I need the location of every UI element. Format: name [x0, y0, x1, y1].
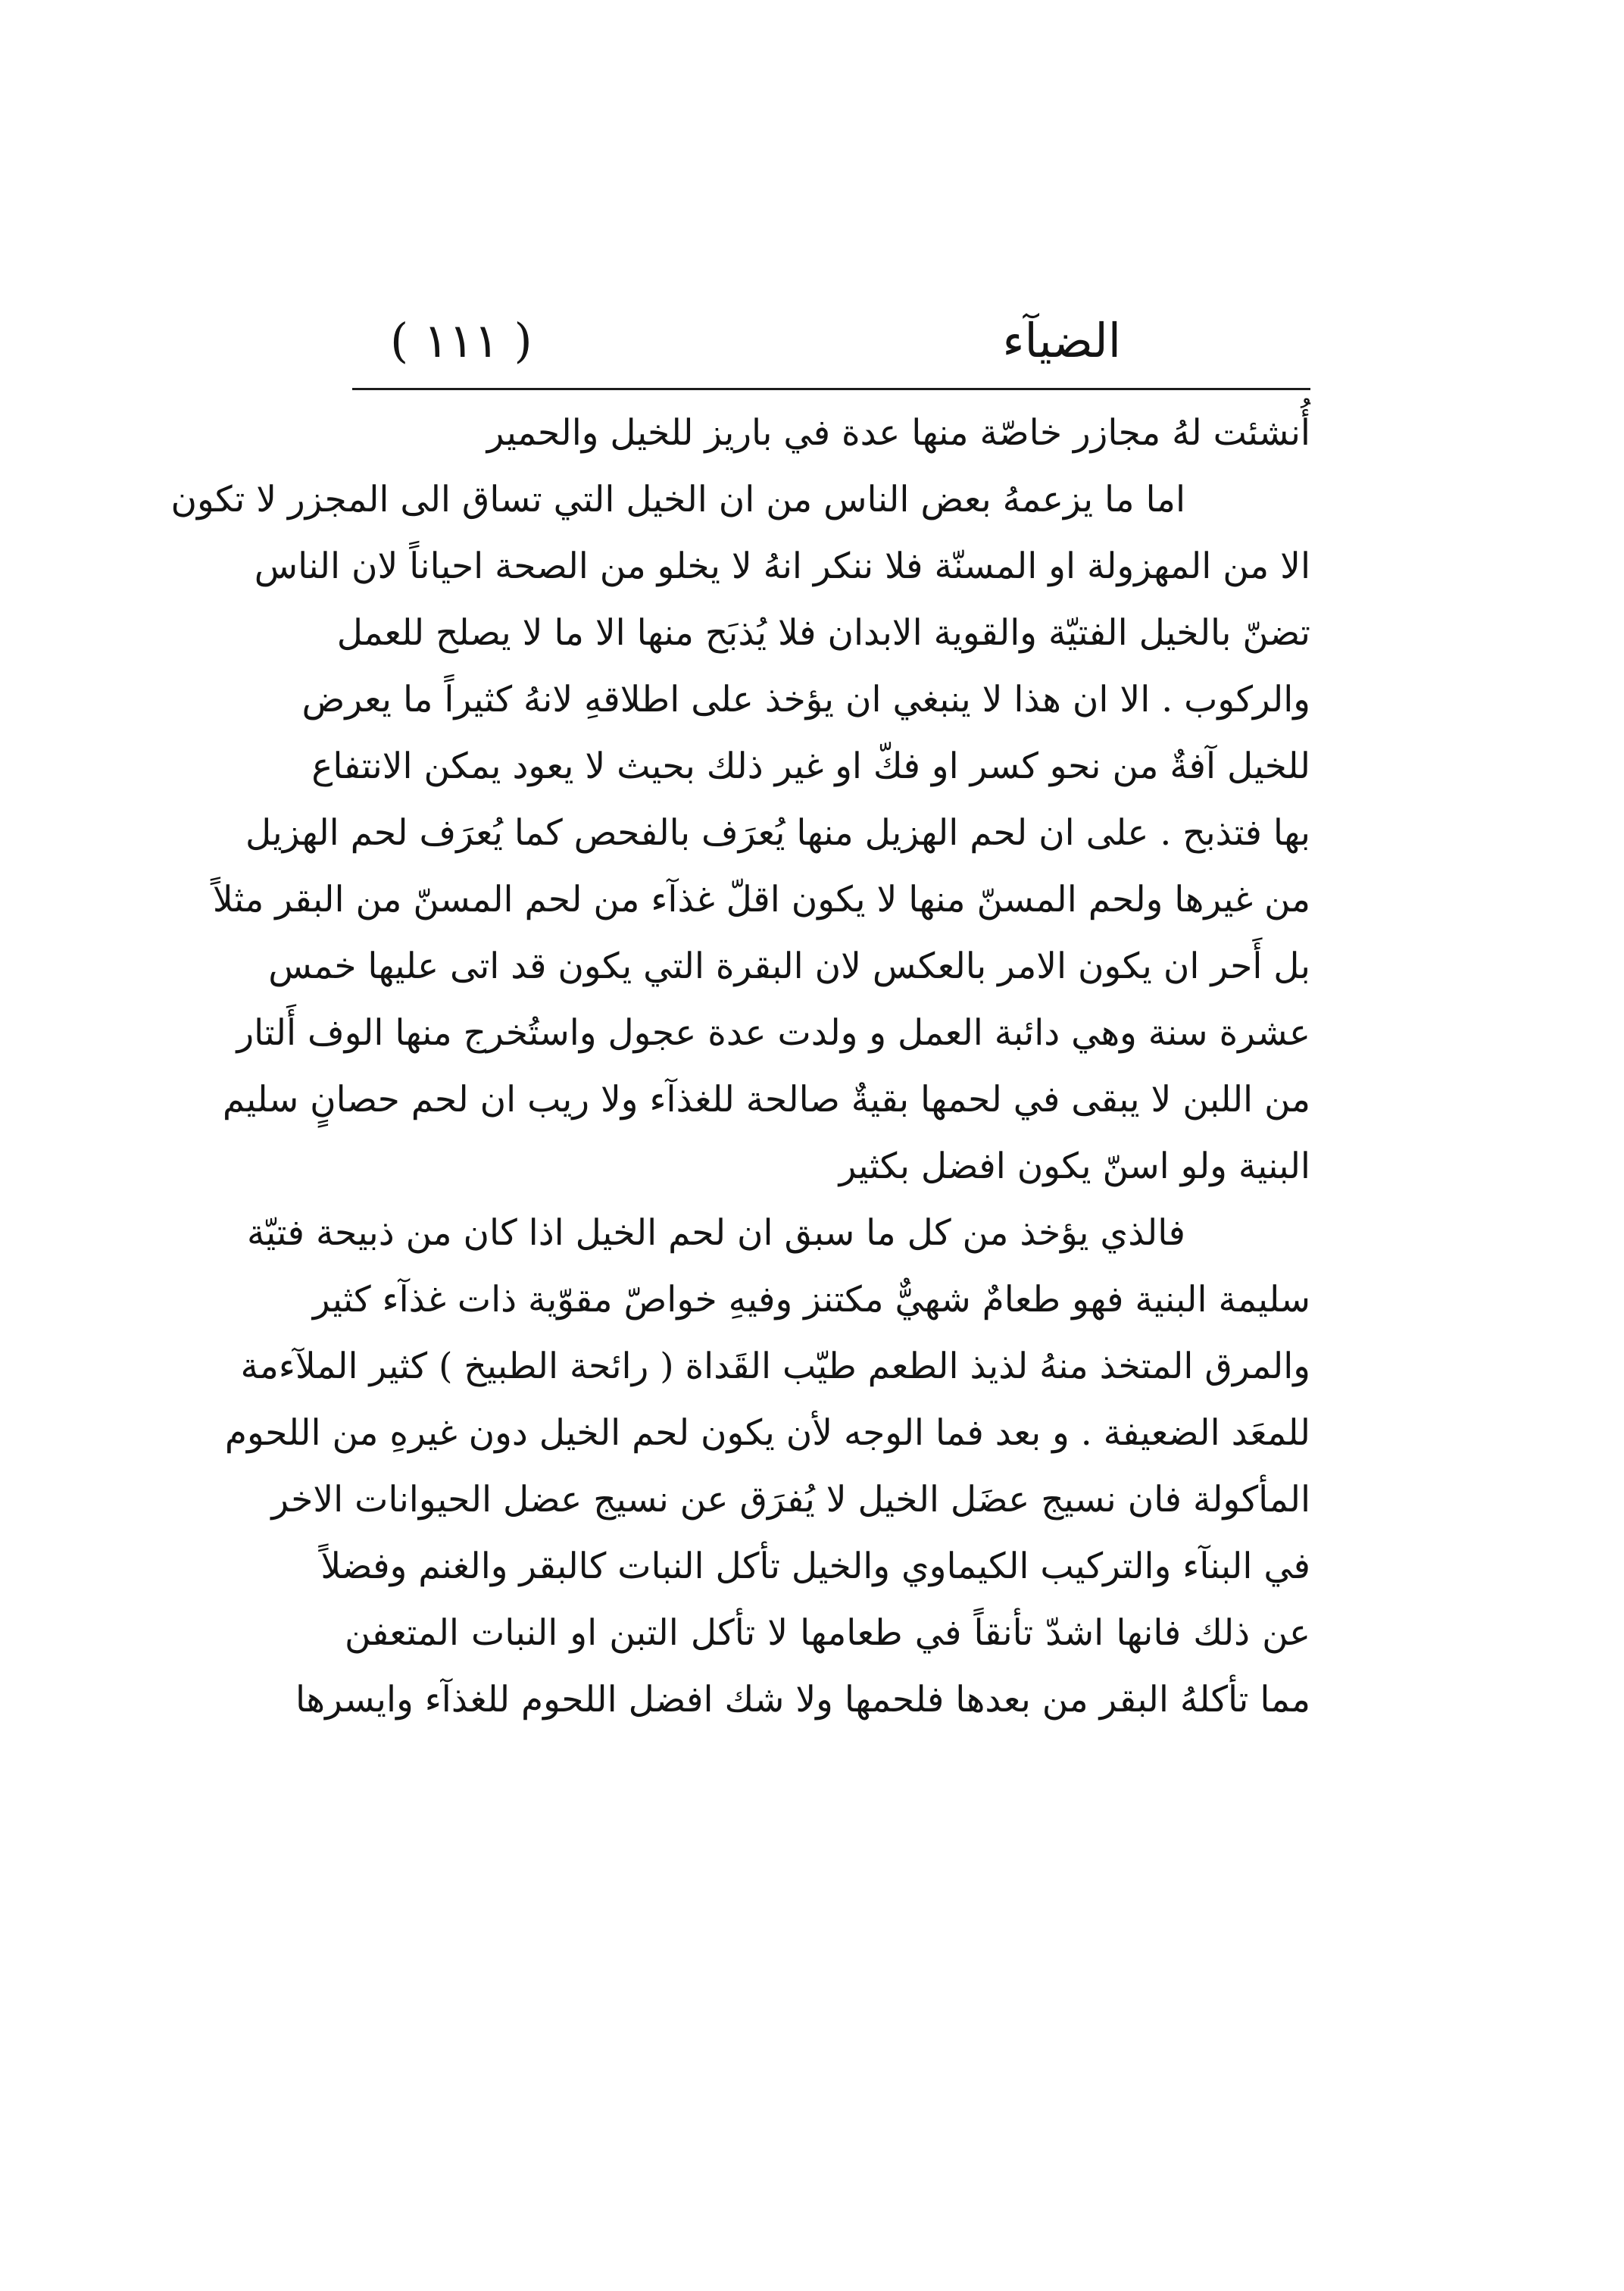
text-line: سليمة البنية فهو طعامٌ شهيٌّ مكتنز وفيهِ خواصّ مقوّية ذات غذآء كثير — [312, 1279, 1310, 1321]
text-line: بل أَحر ان يكون الامر بالعكس لان البقرة التي يكون قد اتى عليها خمس — [268, 945, 1310, 987]
text-line: بها فتذبح . على ان لحم الهزيل منها يُعرَف بالفحص كما يُعرَف لحم الهزيل — [245, 812, 1310, 854]
text-line: اما ما يزعمهُ بعض الناس من ان الخيل التي تساق الى المجزر لا تكون — [170, 479, 1185, 520]
page-number: ( ١١١ ) — [390, 313, 532, 368]
text-line: المأكولة فان نسيج عضَل الخيل لا يُفرَق عن نسيج عضل الحيوانات الاخر — [271, 1479, 1310, 1521]
text-line: في البنآء والتركيب الكيماوي والخيل تأكل النبات كالبقر والغنم وفضلاً — [320, 1546, 1310, 1587]
body-text — [170, 400, 1310, 1733]
header-rule — [352, 388, 1310, 390]
text-line: تضنّ بالخيل الفتيّة والقوية الابدان فلا يُذبَح منها الا ما لا يصلح للعمل — [336, 612, 1310, 654]
text-line: الا من المهزولة او المسنّة فلا ننكر انهُ لا يخلو من الصحة احياناً لان الناس — [254, 545, 1310, 587]
text-line: والمرق المتخذ منهُ لذيذ الطعم طيّب القَداة ( رائحة الطبيخ ) كثير الملآءمة — [240, 1346, 1310, 1387]
text-line: من غيرها ولحم المسنّ منها لا يكون اقلّ غذآء من لحم المسنّ من البقر مثلاً — [212, 879, 1310, 920]
text-line: عشرة سنة وهي دائبة العمل و ولدت عدة عجول واستُخرج منها الوف أَلتار — [236, 1012, 1310, 1054]
text-line: البنية ولو اسنّ يكون افضل بكثير — [839, 1146, 1310, 1187]
text-line: أُنشئت لهُ مجازر خاصّة منها عدة في باريز للخيل والحمير — [486, 412, 1310, 454]
text-line: مما تأكلهُ البقر من بعدها فلحمها ولا شك افضل اللحوم للغذآء وايسرها — [295, 1679, 1310, 1721]
running-title: الضيآء — [1002, 313, 1121, 368]
text-line: فالذي يؤخذ من كل ما سبق ان لحم الخيل اذا كان من ذبيحة فتيّة — [246, 1212, 1185, 1254]
text-line: من اللبن لا يبقى في لحمها بقيةٌ صالحة للغذآء ولا ريب ان لحم حصانٍ سليم — [222, 1079, 1310, 1120]
text-line: للخيل آفةٌ من نحو كسر او فكّ او غير ذلك بحيث لا يعود يمكن الانتفاع — [311, 745, 1310, 787]
page-header — [348, 303, 1310, 386]
text-line: عن ذلك فانها اشدّ تأنقاً في طعامها لا تأكل التبن او النبات المتعفن — [345, 1612, 1310, 1654]
text-line: والركوب . الا ان هذا لا ينبغي ان يؤخذ على اطلاقهِ لانهُ كثيراً ما يعرض — [301, 679, 1310, 720]
text-line: للمعَد الضعيفة . و بعد فما الوجه لأن يكون لحم الخيل دون غيرهِ من اللحوم — [224, 1412, 1310, 1454]
